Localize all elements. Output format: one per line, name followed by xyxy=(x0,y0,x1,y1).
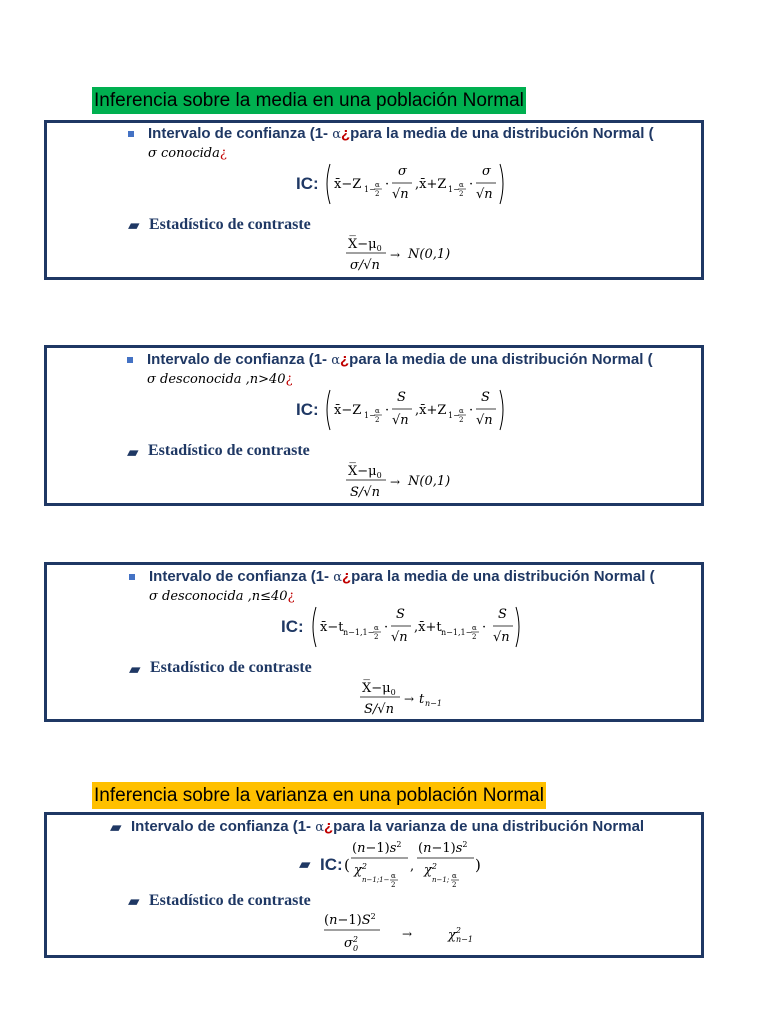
dist-label xyxy=(418,690,458,710)
svg-text:·: · xyxy=(385,403,390,418)
ic-label: IC: xyxy=(296,174,319,193)
dist-label: N(0,1) xyxy=(408,474,451,489)
svg-text:√n: √n xyxy=(392,187,409,202)
svg-text:X̅−μ0: $X̅-\mu_0$ xyxy=(348,237,382,253)
header-media: Inferencia sobre la media en una población Normal xyxy=(92,87,526,114)
ic-formula xyxy=(344,836,484,892)
svg-text:2: 2 xyxy=(459,190,464,198)
svg-text:,x̄+Z: ,x̄+Z xyxy=(415,403,447,418)
svg-text:,x̄+t: ,x̄+t xyxy=(414,620,442,635)
svg-text:(n−1)s2: $(n-1)s^2$ xyxy=(418,840,468,856)
svg-text:·: · xyxy=(385,177,390,192)
svg-text:1−: 1− xyxy=(448,185,460,194)
ic-formula xyxy=(322,160,512,210)
svg-text:·: · xyxy=(482,620,487,635)
ic-label: IC: xyxy=(281,617,304,636)
bullet-dash: ▰ xyxy=(128,893,140,910)
svg-text:S/√n: S/√n xyxy=(350,485,380,500)
intervalo-text: Intervalo de confianza (1- α¿para la media de una distribución Normal ( xyxy=(149,568,655,585)
svg-text:σ20: $\sigma^2$ 0 xyxy=(344,935,359,953)
intervalo-text: Intervalo de confianza (1- α¿para la media de una distribución Normal ( xyxy=(148,125,654,142)
svg-text:·: · xyxy=(469,403,474,418)
svg-text:σ: σ xyxy=(398,164,407,179)
svg-text:X̅−μ0: $X̅-\mu_0$ xyxy=(348,464,382,480)
ic-formula xyxy=(322,386,512,436)
svg-text:2: 2 xyxy=(452,881,457,889)
intervalo-text: Intervalo de confianza (1- α¿para la media de una distribución Normal ( xyxy=(147,351,653,368)
condition: σ conocida¿ xyxy=(148,146,227,161)
svg-text:n−1,1−: n−1,1− xyxy=(441,628,473,637)
svg-text:√n: √n xyxy=(476,413,493,428)
svg-text:√n: √n xyxy=(476,187,493,202)
svg-text:α: α xyxy=(375,181,380,189)
svg-text:S/√n: S/√n xyxy=(364,702,394,717)
bullet-dash: ▰ xyxy=(129,661,141,678)
svg-text:(n−1)s2: $(n-1)s^2$ xyxy=(352,840,402,856)
svg-text:σ: σ xyxy=(482,164,491,179)
svg-text:(n−1)S2: $(n-1)S^2$ xyxy=(324,912,376,928)
svg-text:2: 2 xyxy=(374,633,379,641)
svg-text:2: 2 xyxy=(375,190,380,198)
svg-text:n−1;1−: n−1;1− xyxy=(362,876,390,884)
bullet-square xyxy=(129,574,135,580)
condition: σ desconocida ,n≤40¿ xyxy=(149,589,295,604)
svg-text:α: α xyxy=(391,872,396,880)
ic-label: IC: xyxy=(320,855,343,874)
svg-text:·: · xyxy=(469,177,474,192)
ic-label: IC: xyxy=(296,400,319,419)
estadistico-label: Estadístico de contraste xyxy=(148,442,310,459)
svg-text:χ2: $\chi^2$ xyxy=(354,862,367,878)
svg-text:n−1: n−1 xyxy=(425,699,442,708)
svg-text:χ2n−1: $\chi^2$ n−1 xyxy=(448,926,473,944)
estadistico-label: Estadístico de contraste xyxy=(149,216,311,233)
svg-text:): ) xyxy=(475,856,481,874)
svg-text:α: α xyxy=(472,624,477,632)
svg-text:2: 2 xyxy=(391,881,396,889)
svg-text:→: → xyxy=(402,927,413,941)
svg-text:√n: √n xyxy=(493,630,510,645)
ic-formula xyxy=(308,603,528,653)
svg-text:1−: 1− xyxy=(448,411,460,420)
estadistico-formula xyxy=(322,908,492,954)
svg-text:S: S xyxy=(498,607,507,622)
svg-text:σ/√n: σ/√n xyxy=(350,258,380,273)
svg-text:X̅−μ0: $X̅-\mu_0$ xyxy=(362,681,396,697)
estadistico-label: Estadístico de contraste xyxy=(149,892,311,909)
svg-text:√n: √n xyxy=(391,630,408,645)
svg-text:t: t xyxy=(419,692,425,707)
svg-text:α: α xyxy=(459,181,464,189)
svg-text:n−1,1−: n−1,1− xyxy=(343,628,375,637)
svg-text:x̄−Z: x̄−Z xyxy=(334,403,362,418)
svg-text:2: 2 xyxy=(375,416,380,424)
condition: σ desconocida ,n>40¿ xyxy=(147,372,293,387)
bullet-dash: ▰ xyxy=(127,444,139,461)
svg-text:x̄−Z: x̄−Z xyxy=(334,177,362,192)
svg-text:2: 2 xyxy=(472,633,477,641)
svg-text:α: α xyxy=(452,872,457,880)
svg-text:,x̄+Z: ,x̄+Z xyxy=(415,177,447,192)
estadistico-label: Estadístico de contraste xyxy=(150,659,312,676)
svg-text:α: α xyxy=(459,407,464,415)
svg-text:2: 2 xyxy=(459,416,464,424)
svg-text:χ2: $\chi^2$ xyxy=(424,862,437,878)
svg-text:α: α xyxy=(374,624,379,632)
svg-text:n−1;: n−1; xyxy=(432,876,450,884)
svg-text:→: → xyxy=(404,692,415,706)
svg-text:→: → xyxy=(390,475,401,489)
svg-text:1−: 1− xyxy=(364,411,376,420)
bullet-dash: ▰ xyxy=(110,819,122,836)
svg-text:·: · xyxy=(384,620,389,635)
intervalo-text: Intervalo de confianza (1- α¿para la varianza de una distribución Normal xyxy=(131,818,645,835)
svg-text:√n: √n xyxy=(392,413,409,428)
bullet-dash: ▰ xyxy=(299,856,311,873)
svg-text:→: → xyxy=(390,248,401,262)
svg-text:S: S xyxy=(481,390,490,405)
svg-text:S: S xyxy=(396,607,405,622)
svg-text:x̄−t: x̄−t xyxy=(320,620,344,635)
svg-text:S: S xyxy=(397,390,406,405)
bullet-dash: ▰ xyxy=(128,217,140,234)
svg-text:α: α xyxy=(375,407,380,415)
bullet-square xyxy=(128,131,134,137)
svg-text:,: , xyxy=(410,859,415,874)
svg-text:1−: 1− xyxy=(364,185,376,194)
bullet-square xyxy=(127,357,133,363)
header-varianza: Inferencia sobre la varianza en una población Normal xyxy=(92,782,546,809)
svg-text:(: ( xyxy=(344,856,350,874)
dist-label: N(0,1) xyxy=(408,247,451,262)
